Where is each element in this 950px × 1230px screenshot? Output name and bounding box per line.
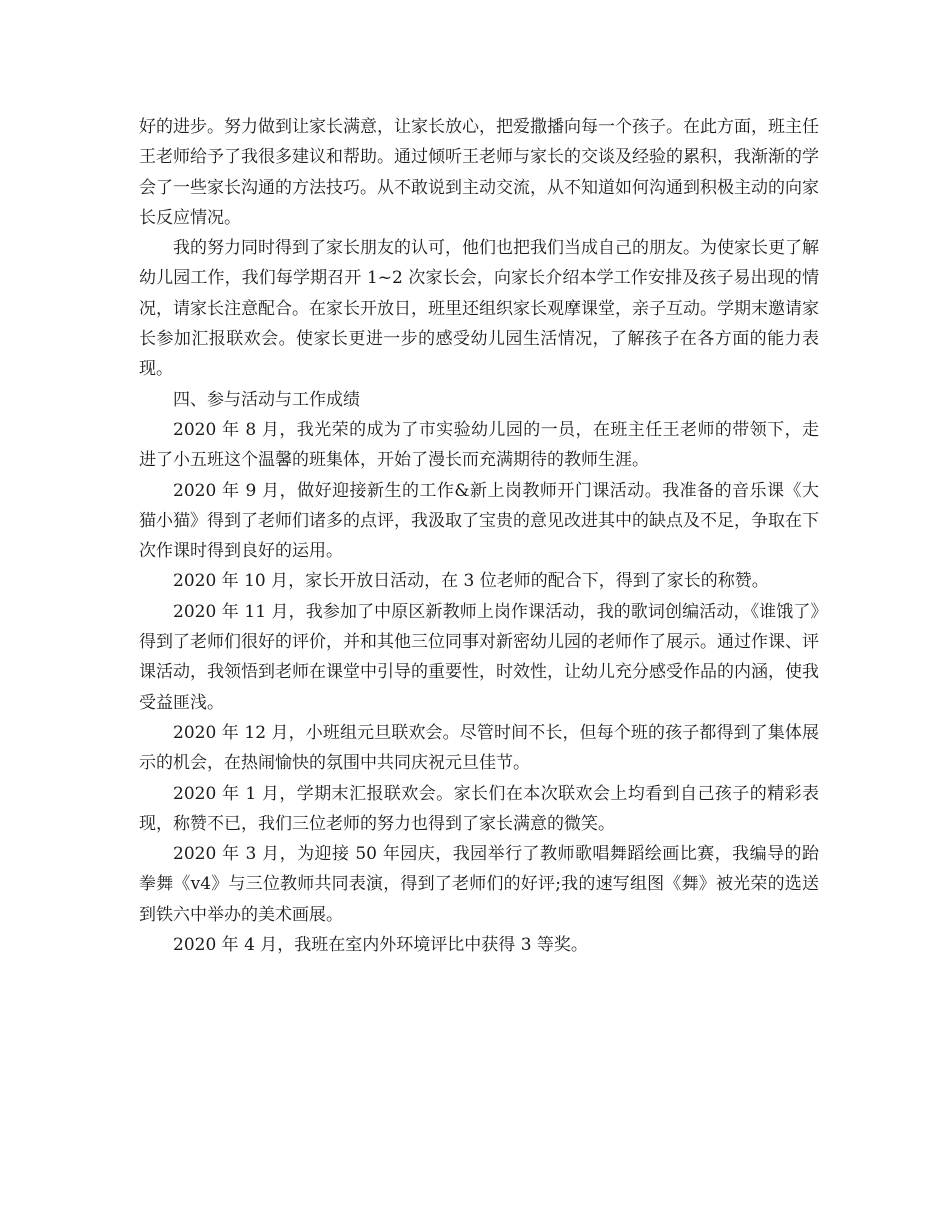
paragraph-continuation: 好的进步。努力做到让家长满意，让家长放心，把爱撒播向每一个孩子。在此方面，班主任王老师给予了我很多建议和帮助。通过倾听王老师与家长的交谈及经验的累积，我渐渐的学会了一些家长沟通的方法技巧。从不敢说到主动交流，从不知道如何沟通到积极主动的向家长反应情况。 [139,117,819,228]
paragraph-2020-12: 2020 年 12 月，小班组元旦联欢会。尽管时间不长，但每个班的孩子都得到了集体展示的机会，在热闹愉快的氛围中共同庆祝元旦佳节。 [139,722,819,774]
paragraph-2020-10: 2020 年 10 月，家长开放日活动，在 3 位老师的配合下，得到了家长的称赞。 [173,571,769,592]
paragraph-parent-recognition: 我的努力同时得到了家长朋友的认可，他们也把我们当成自己的朋友。为使家长更了解幼儿园工作，我们每学期召开 1~2 次家长会，向家长介绍本学工作安排及孩子易出现的情况，请家长注意配合。在家长开放日，班里还组织家长观摩课堂，亲子互动。学期末邀请家长参加汇报联欢会。使家长更进一步的感受幼儿园生活情况，了解孩子在各方面的能力表现。 [139,238,819,380]
paragraph-2020-08: 2020 年 8 月，我光荣的成为了市实验幼儿园的一员，在班主任王老师的带领下，走进了小五班这个温馨的班集体，开始了漫长而充满期待的教师生涯。 [139,419,819,471]
paragraph-2020-01: 2020 年 1 月，学期末汇报联欢会。家长们在本次联欢会上均看到自己孩子的精彩表现，称赞不已，我们三位老师的努力也得到了家长满意的微笑。 [139,783,819,834]
document-body [139,112,819,960]
paragraph-2020-04: 2020 年 4 月，我班在室内外环境评比中获得 3 等奖。 [173,935,588,956]
section-heading-activities: 四、参与活动与工作成绩 [173,389,360,410]
paragraph-2020-03: 2020 年 3 月，为迎接 50 年园庆，我园举行了教师歌唱舞蹈绘画比赛，我编导的跆拳舞《v4》与三位教师共同表演，得到了老师们的好评;我的速写组图《舞》被光荣的选送到铁六中举办的美术画展。 [139,844,819,925]
paragraph-2020-11: 2020 年 11 月，我参加了中原区新教师上岗作课活动，我的歌词创编活动，《谁饿了》得到了老师们很好的评价，并和其他三位同事对新密幼儿园的老师作了展示。通过作课、评课活动，我领悟到老师在课堂中引导的重要性，时效性，让幼儿充分感受作品的内涵，使我受益匪浅。 [139,601,819,713]
paragraph-2020-09: 2020 年 9 月，做好迎接新生的工作&新上岗教师开门课活动。我准备的音乐课《大猫小猫》得到了老师们诸多的点评，我汲取了宝贵的意见改进其中的缺点及不足，争取在下次作课时得到良好的运用。 [139,480,819,562]
